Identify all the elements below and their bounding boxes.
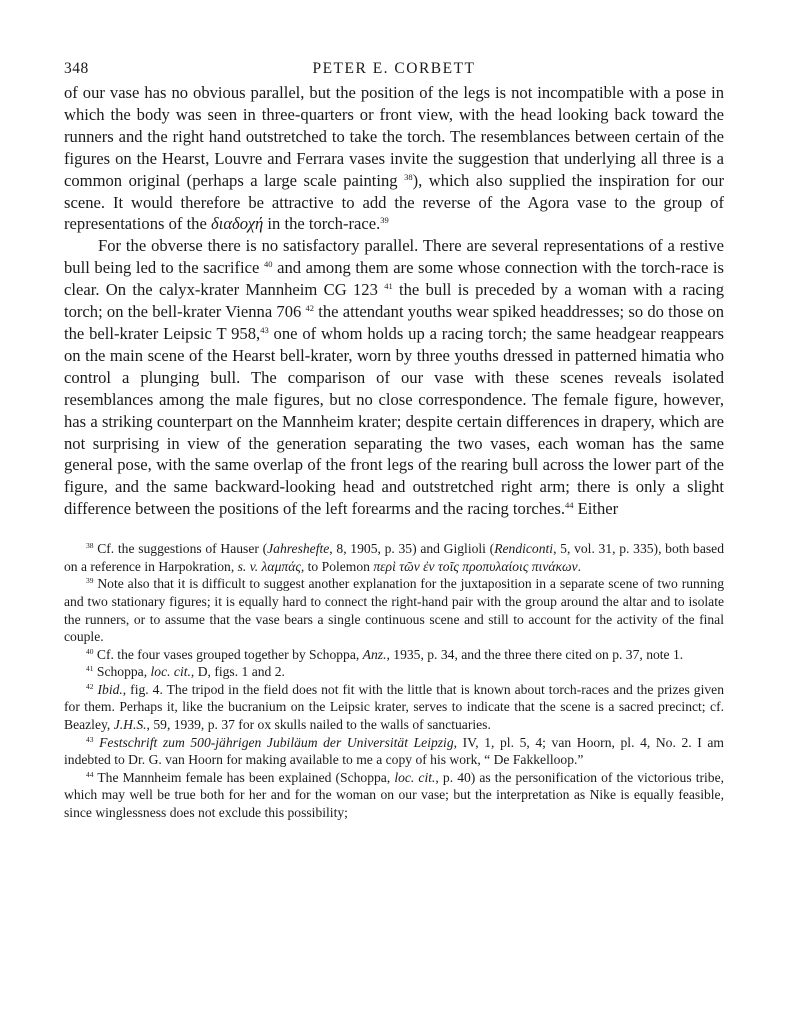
footnote-marker: 44 bbox=[86, 769, 94, 779]
text-run: , 59, 1939, p. 37 for ox skulls nailed to the walls of sanctuaries. bbox=[146, 717, 491, 733]
italic-text: Rendiconti bbox=[494, 541, 554, 557]
italic-text: loc. cit. bbox=[394, 769, 436, 785]
text-run: , 8, 1905, p. 35) and Giglioli ( bbox=[329, 541, 495, 557]
text-run: , 5, vol. 31, p. 335), both based on a reference in Harpokration, bbox=[64, 541, 725, 574]
text-run: Schoppa, bbox=[93, 664, 151, 680]
text-run: , p. 40) as the personification of the victorious tribe, which may well be true both for her and for the woman on our vase; but the interpretation as Nike is equally feasible, since winglessness does not exclude this possibility; bbox=[64, 769, 725, 821]
text-run: ), which also supplied the inspiration for our scene. It would therefore be attractive to add the reverse of the Agora vase to the group of representations of the bbox=[64, 170, 724, 234]
text-run: For the obverse there is no satisfactory parallel. There are several representations of a restive bull being led to the sacrifice bbox=[64, 236, 724, 278]
footnote-38 bbox=[64, 540, 724, 575]
footnote-marker: 43 bbox=[260, 324, 269, 335]
text-run: the bull is preceded by a woman with a racing torch; on the bell-krater Vienna 706 bbox=[64, 280, 724, 322]
footnote-40 bbox=[64, 646, 724, 664]
italic-text: Festschrift zum 500-jährigen Jubiläum der Universität Leipzig bbox=[99, 734, 454, 750]
italic-text: J.H.S. bbox=[113, 717, 147, 733]
text-run: Note also that it is difficult to suggest another explanation for the juxtaposition in a separate scene of two running and two stationary figures; it is equally hard to connect the right-hand pair with the group around the altar and to isolate the runners, or to assume that the vase bears a single continuous scene and still to account for the activity of the final couple. bbox=[64, 576, 724, 645]
footnote-marker: 42 bbox=[86, 681, 94, 691]
footnote-43 bbox=[64, 734, 724, 769]
footnote-44 bbox=[64, 769, 724, 822]
italic-text: loc. cit. bbox=[150, 664, 191, 680]
paragraph bbox=[64, 235, 724, 520]
footnote-41 bbox=[64, 663, 724, 681]
text-run: and among them are some whose connection with the torch-race is clear. On the calyx-krater Mannheim CG 123 bbox=[64, 258, 725, 300]
document-page bbox=[64, 56, 724, 822]
italic-text: Jahreshefte bbox=[267, 541, 330, 557]
text-run: , D, figs. 1 and 2. bbox=[190, 664, 285, 680]
footnote-marker: 41 bbox=[86, 664, 94, 674]
text-run: The Mannheim female has been explained (Schoppa, bbox=[93, 769, 395, 785]
text-run: Either bbox=[573, 499, 619, 519]
footnote-marker: 39 bbox=[86, 576, 94, 586]
italic-text: Anz. bbox=[362, 646, 387, 662]
text-run: one of whom holds up a racing torch; the same headgear reappears on the main scene of the Hearst bell-krater, worn by three youths dressed in patterned himatia who control a plunging bull. The comparison of our vase with these scenes reveals isolated resemblances among the male figures, but no close correspondence. The female figure, however, has a striking counterpart on the Mannheim krater; despite certain differences in drapery, which are not surprising in view of the generation separating the two vases, each woman has the same general pose, with the same overlap of the front legs of the rearing bull across the lower part of the figure, and the same backward-looking head and outstretched right arm; there is only a slight difference between the positions of the left forearms and the racing torches. bbox=[64, 323, 725, 519]
italic-text: λαμπάς bbox=[261, 558, 301, 574]
page-number: 348 bbox=[64, 60, 89, 77]
text-run: in the torch-race. bbox=[263, 214, 381, 234]
text-run: Cf. the suggestions of Hauser ( bbox=[93, 541, 268, 557]
running-title: PETER E. CORBETT bbox=[312, 60, 476, 77]
text-run: , fig. 4. The tripod in the field does not fit with the little that is known about torch-races and the prizes given for them. Perhaps it, like the bucranium on the Leipsic krater, serves to indicate that the scene is a sacred precinct; cf. Beazley, bbox=[64, 681, 725, 733]
footnote-39 bbox=[64, 575, 724, 645]
footnote-marker: 44 bbox=[565, 500, 574, 511]
italic-text: Ibid. bbox=[97, 681, 123, 697]
text-run: , 1935, p. 34, and the three there cited on p. 37, note 1. bbox=[386, 646, 684, 662]
footnote-marker: 40 bbox=[263, 259, 273, 270]
running-head bbox=[64, 56, 724, 82]
footnote-marker: 38 bbox=[404, 171, 413, 182]
paragraph bbox=[64, 82, 724, 235]
footnotes bbox=[64, 540, 724, 822]
footnote-marker: 41 bbox=[384, 281, 393, 292]
italic-text: διαδοχή bbox=[211, 214, 264, 234]
text-run: , IV, 1, pl. 5, 4; van Hoorn, pl. 4, No. 2. I am indebted to Dr. G. van Hoorn for making available to me a copy of his work, “ De Fakkelloop.” bbox=[64, 734, 724, 768]
footnote-marker: 40 bbox=[86, 646, 94, 656]
text-run: , to Polemon bbox=[300, 558, 374, 574]
text-run: Cf. the four vases grouped together by Schoppa, bbox=[93, 646, 363, 662]
italic-text: s. v. bbox=[237, 558, 259, 574]
footnote-marker: 39 bbox=[380, 215, 389, 226]
footnote-marker: 43 bbox=[86, 734, 94, 744]
footnote-marker: 42 bbox=[305, 303, 315, 314]
text-run: the attendant youths wear spiked headdresses; so do those on the bell-krater Leipsic T 958, bbox=[64, 302, 724, 343]
footnote-marker: 38 bbox=[86, 541, 94, 551]
text-run: of our vase has no obvious parallel, but the position of the legs is not incompatible with a pose in which the body was seen in three-quarters or front view, with the head looking back toward the runners and the right hand outstretched to take the torch. The resemblances between certain of the figures on the Hearst, Louvre and Ferrara vases invite the suggestion that underlying all three is a common original (perhaps a large scale painting bbox=[64, 83, 724, 190]
text-run: . bbox=[577, 558, 582, 574]
footnote-42 bbox=[64, 681, 724, 734]
italic-text: περὶ τῶν ἐν τοῖς προπυλαίοις πινάκων bbox=[373, 558, 578, 574]
body-text bbox=[64, 82, 724, 520]
